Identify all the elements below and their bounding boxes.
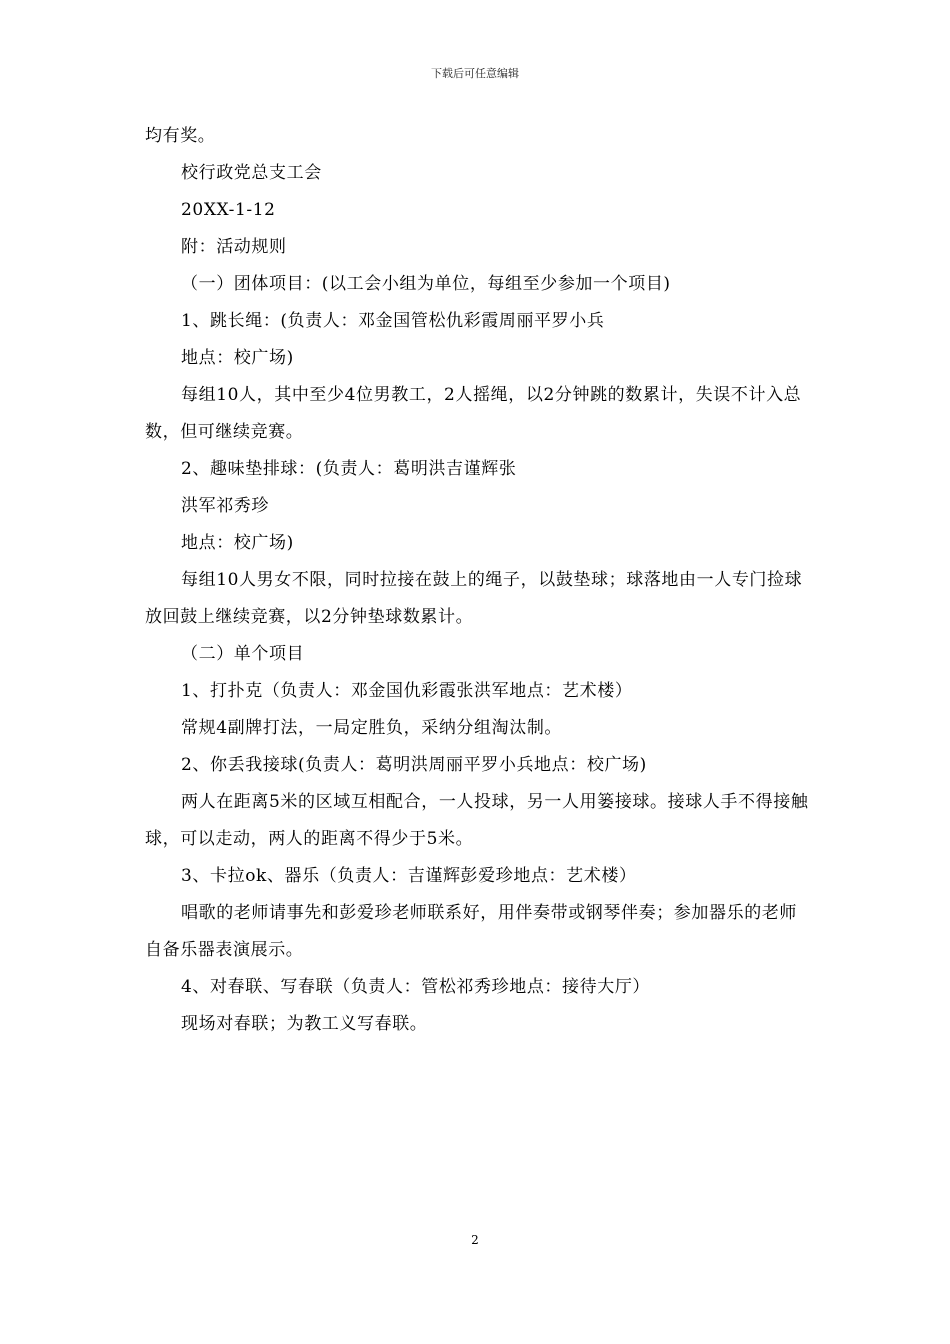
paragraph: 附：活动规则 (181, 237, 287, 257)
paragraph: 1、跳长绳：(负责人：邓金国管松仇彩霞周丽平罗小兵 (181, 311, 605, 331)
paragraph: 两人在距离5米的区域互相配合，一人投球，另一人用篓接球。接球人手不得接触球，可以走动，两人的距离不得少于5米。 (145, 792, 809, 849)
paragraph: 每组10人男女不限，同时拉接在鼓上的绳子，以鼓垫球；球落地由一人专门捡球放回鼓上继续竞赛，以2分钟垫球数累计。 (145, 570, 803, 627)
paragraph: 3、卡拉ok、器乐（负责人：吉谨辉彭爱珍地点：艺术楼） (181, 866, 637, 886)
paragraph: 2、你丢我接球(负责人：葛明洪周丽平罗小兵地点：校广场) (181, 755, 647, 775)
paragraph: 唱歌的老师请事先和彭爱珍老师联系好，用伴奏带或钢琴伴奏；参加器乐的老师自备乐器表演展示。 (145, 903, 797, 960)
paragraph: 1、打扑克（负责人：邓金国仇彩霞张洪军地点：艺术楼） (181, 681, 633, 701)
paragraph: （二）单个项目 (181, 644, 305, 664)
paragraph: （一）团体项目：(以工会小组为单位，每组至少参加一个项目) (181, 274, 671, 294)
paragraph: 洪军祁秀珍 (181, 496, 269, 516)
paragraph: 地点：校广场) (181, 533, 294, 553)
paragraph: 20XX-1-12 (181, 200, 276, 220)
paragraph: 现场对春联；为教工义写春联。 (181, 1014, 428, 1034)
page-number: 2 (471, 1233, 479, 1247)
paragraph: 地点：校广场) (181, 348, 294, 368)
paragraph: 每组10人，其中至少4位男教工，2人摇绳，以2分钟跳的数累计，失误不计入总数，但可继续竞赛。 (145, 385, 802, 442)
document-body (145, 118, 810, 1043)
paragraph: 4、对春联、写春联（负责人：管松祁秀珍地点：接待大厅） (181, 977, 651, 997)
page-header: 下载后可任意编辑 (431, 67, 519, 80)
paragraph: 2、趣味垫排球：(负责人：葛明洪吉谨辉张 (181, 459, 517, 479)
paragraph: 均有奖。 (145, 126, 216, 146)
paragraph: 常规4副牌打法，一局定胜负，采纳分组淘汰制。 (181, 718, 563, 738)
paragraph: 校行政党总支工会 (181, 163, 322, 183)
